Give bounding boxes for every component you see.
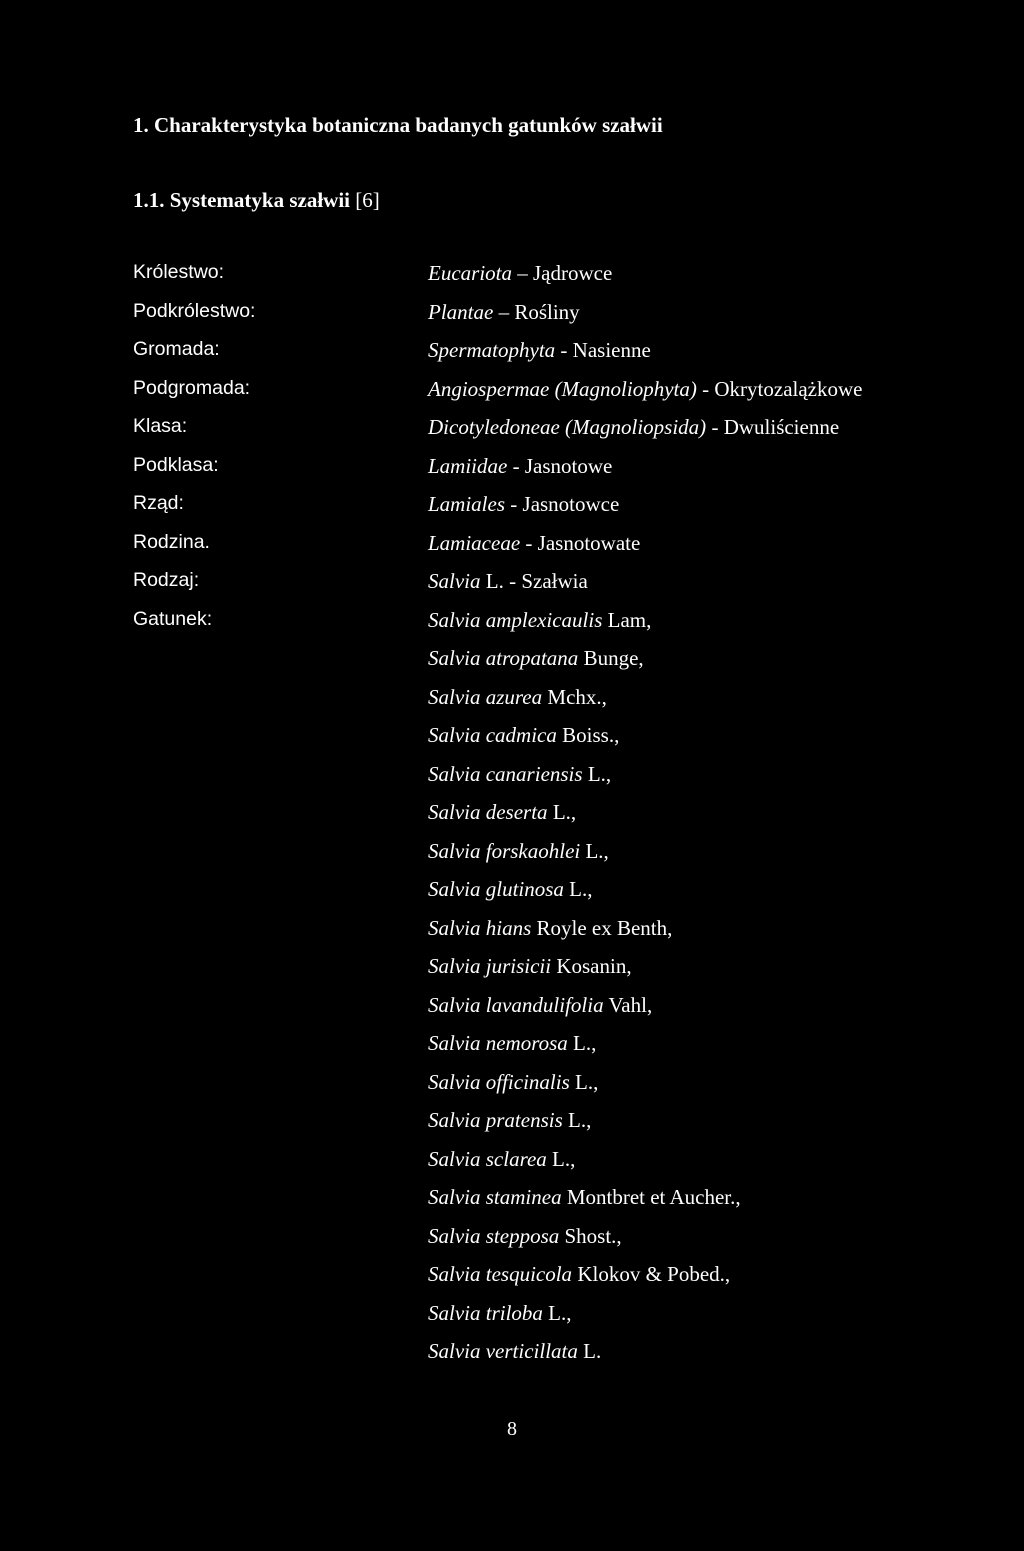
species-latin-name: Salvia azurea [428, 684, 543, 709]
taxonomy-row [0, 340, 1024, 370]
taxonomy-row [0, 530, 1024, 563]
taxon-name [428, 494, 619, 515]
species-row [0, 802, 1024, 832]
species-row [0, 1069, 1024, 1102]
species-entry [428, 879, 593, 900]
species-latin-name: Salvia nemorosa [428, 1031, 568, 1055]
taxon-latin-name: Lamiaceae [428, 530, 521, 555]
rank-label: Podklasa: [133, 453, 219, 476]
species-entry [428, 607, 652, 632]
species-row [0, 1187, 1024, 1217]
taxon-common-name: Szałwia [521, 569, 588, 593]
species-entry [428, 956, 632, 977]
species-row [0, 1223, 1024, 1256]
species-entry [428, 802, 576, 823]
taxonomy-row [0, 376, 1024, 409]
taxon-common-name: Dwuliścienne [723, 415, 840, 439]
taxon-latin-name: Spermatophyta [428, 338, 556, 362]
species-entry [428, 992, 653, 1017]
species-entry [428, 1110, 591, 1131]
species-row [0, 1300, 1024, 1333]
species-author: Boiss., [556, 723, 620, 747]
species-entry [428, 1300, 572, 1325]
species-row [0, 1110, 1024, 1140]
taxon-separator: L. - [480, 569, 522, 593]
species-entry [428, 684, 607, 709]
rank-label-species: Gatunek: [133, 607, 213, 630]
taxonomy-row [0, 263, 1024, 293]
species-author: L., [567, 1031, 597, 1055]
species-author: L., [562, 1108, 592, 1132]
subsection-heading-text: 1.1. Systematyka szałwii [133, 188, 350, 212]
taxon-name [428, 417, 839, 438]
species-entry [428, 761, 612, 786]
species-author: L., [580, 838, 609, 863]
rank-label: Rodzina. [133, 530, 210, 553]
species-latin-name: Salvia tesquicola [428, 1262, 573, 1286]
taxon-separator: - [706, 415, 724, 439]
taxon-name [428, 571, 588, 592]
species-entry [428, 725, 619, 746]
taxon-latin-name: Eucariota [428, 261, 512, 285]
section-heading-text: 1. Charakterystyka botaniczna badanych gatunków szałwii [133, 113, 663, 137]
species-author: Vahl, [603, 992, 653, 1017]
taxon-common-name: Nasienne [572, 338, 651, 362]
species-row [0, 915, 1024, 948]
taxonomy-row [0, 453, 1024, 486]
taxon-latin-name: Lamiidae [428, 453, 508, 478]
species-latin-name: Salvia officinalis [428, 1069, 570, 1094]
taxon-latin-name: Angiospermae (Magnoliophyta) [428, 376, 697, 401]
subsection-heading [133, 190, 380, 211]
taxon-latin-name: Dicotyledoneae (Magnoliopsida) [428, 415, 707, 439]
species-latin-name: Salvia sclarea [428, 1146, 547, 1171]
species-author: Lam, [602, 607, 652, 632]
species-author: L., [542, 1300, 572, 1325]
species-author: Royle ex Benth, [531, 915, 673, 940]
species-author: L., [582, 761, 612, 786]
species-author: Bunge, [578, 646, 644, 670]
taxon-common-name: Rośliny [514, 299, 580, 324]
species-entry [428, 1069, 599, 1094]
rank-label: Klasa: [133, 415, 188, 437]
species-entry [428, 1341, 601, 1362]
species-row [0, 838, 1024, 871]
section-heading [133, 115, 663, 136]
taxon-name [428, 263, 612, 284]
species-row [0, 1264, 1024, 1294]
taxon-common-name: Jasnotowce [522, 492, 620, 516]
rank-label: Podkrólestwo: [133, 299, 256, 322]
species-entry [428, 1223, 622, 1248]
species-latin-name: Salvia triloba [428, 1300, 543, 1325]
taxonomy-row [0, 299, 1024, 332]
species-author: Kosanin, [551, 954, 632, 978]
taxon-latin-name: Salvia [428, 569, 481, 593]
taxon-name [428, 340, 651, 361]
taxon-common-name: Okrytozalążkowe [714, 376, 863, 401]
taxon-common-name: Jasnotowate [537, 530, 641, 555]
species-latin-name: Salvia deserta [428, 800, 548, 824]
species-latin-name: Salvia verticillata [428, 1339, 578, 1363]
species-row [0, 992, 1024, 1025]
taxon-latin-name: Plantae [428, 299, 494, 324]
species-entry [428, 1187, 741, 1208]
taxon-separator: - [555, 338, 573, 362]
species-latin-name: Salvia canariensis [428, 761, 583, 786]
species-row [0, 761, 1024, 794]
species-row [0, 879, 1024, 909]
species-latin-name: Salvia glutinosa [428, 877, 564, 901]
rank-label: Rodzaj: [133, 569, 200, 591]
species-latin-name: Salvia stepposa [428, 1223, 560, 1248]
taxonomy-row [0, 571, 1024, 601]
species-entry [428, 648, 644, 669]
species-row [0, 725, 1024, 755]
species-author: Klokov & Pobed., [572, 1262, 731, 1286]
species-author: L., [563, 877, 593, 901]
species-row [0, 956, 1024, 986]
species-entry [428, 1264, 730, 1285]
taxon-separator: – [493, 299, 515, 324]
species-row [0, 648, 1024, 678]
species-row [0, 684, 1024, 717]
taxon-name [428, 453, 613, 478]
rank-label: Królestwo: [133, 261, 225, 283]
species-row [0, 1146, 1024, 1179]
rank-label: Podgromada: [133, 376, 251, 399]
species-author: L., [569, 1069, 599, 1094]
species-author: L., [546, 1146, 576, 1171]
rank-label: Rząd: [133, 492, 184, 514]
species-entry [428, 838, 609, 863]
species-author: L. [577, 1339, 602, 1363]
taxon-separator: - [696, 376, 715, 401]
citation-ref: [6] [355, 188, 380, 212]
species-author: Mchx., [542, 684, 607, 709]
taxon-latin-name: Lamiales [428, 492, 506, 516]
taxon-separator: - [507, 453, 525, 478]
taxon-common-name: Jasnotowe [524, 453, 613, 478]
species-row [0, 1033, 1024, 1063]
taxon-separator: – [512, 261, 533, 285]
taxon-name [428, 299, 580, 324]
taxon-separator: - [505, 492, 523, 516]
taxon-common-name: Jądrowce [533, 261, 613, 285]
taxon-name [428, 376, 863, 401]
species-latin-name: Salvia cadmica [428, 723, 557, 747]
species-author: Shost., [559, 1223, 622, 1248]
species-entry [428, 915, 673, 940]
species-row [0, 1341, 1024, 1371]
species-latin-name: Salvia pratensis [428, 1108, 563, 1132]
species-row [0, 607, 1024, 640]
species-latin-name: Salvia atropatana [428, 646, 579, 670]
species-latin-name: Salvia staminea [428, 1185, 562, 1209]
species-latin-name: Salvia amplexicaulis [428, 607, 603, 632]
species-author: Montbret et Aucher., [561, 1185, 741, 1209]
species-author: L., [547, 800, 577, 824]
taxonomy-row [0, 494, 1024, 524]
species-entry [428, 1146, 576, 1171]
species-latin-name: Salvia jurisicii [428, 954, 552, 978]
page-number: 8 [507, 1418, 517, 1440]
species-latin-name: Salvia forskaohlei [428, 838, 581, 863]
taxonomy-row [0, 417, 1024, 447]
species-latin-name: Salvia lavandulifolia [428, 992, 604, 1017]
species-latin-name: Salvia hians [428, 915, 532, 940]
taxon-name [428, 530, 641, 555]
rank-label: Gromada: [133, 338, 220, 360]
taxon-separator: - [520, 530, 538, 555]
species-entry [428, 1033, 596, 1054]
